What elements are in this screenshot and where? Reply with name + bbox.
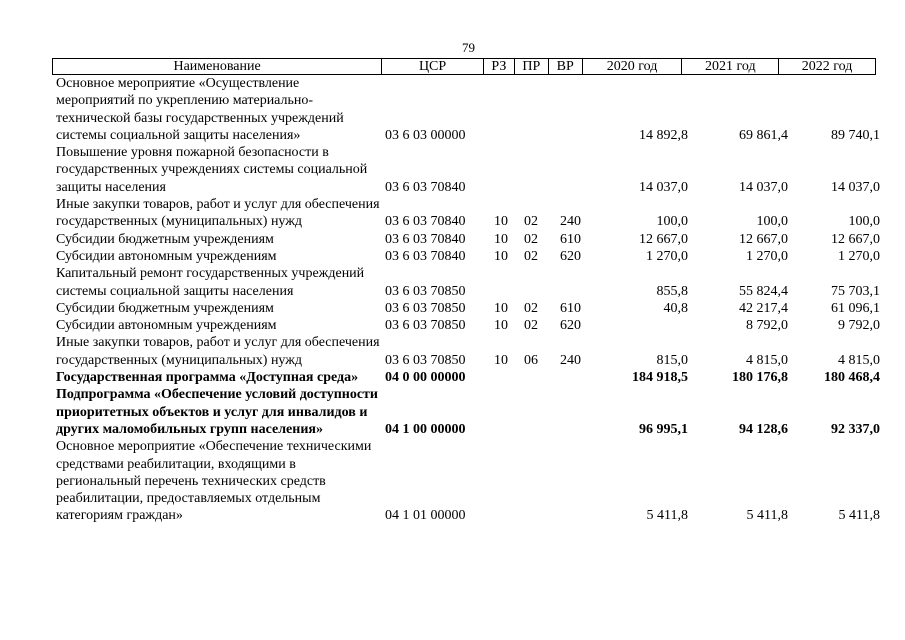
row-2021: 1 270,0	[746, 248, 788, 264]
row-name: Основное мероприятие «Осуществление мероприятий по укреплению материально-технической базы государственных учреждений системы социальной защиты населения»	[56, 76, 344, 143]
row-2022: 92 337,0	[831, 421, 880, 437]
row-2022: 1 270,0	[838, 248, 880, 264]
row-2022: 180 468,4	[824, 370, 880, 386]
table-row	[52, 265, 892, 300]
row-vr: 610	[560, 300, 581, 316]
row-2020: 5 411,8	[646, 508, 688, 524]
row-csr: 03 6 03 70840	[385, 214, 466, 230]
row-name: Капитальный ремонт государственных учреждений системы социальной защиты населения	[56, 266, 365, 299]
row-csr: 03 6 03 70850	[385, 318, 466, 334]
header-pr: ПР	[515, 59, 549, 74]
row-vr: 620	[560, 248, 581, 264]
row-2022: 75 703,1	[831, 283, 880, 299]
header-2020: 2020 год	[583, 59, 683, 74]
header-2021: 2021 год	[682, 59, 779, 74]
row-pr: 02	[524, 231, 538, 247]
row-vr: 240	[560, 352, 581, 368]
table-body	[52, 75, 892, 525]
row-2020: 815,0	[656, 352, 688, 368]
table-row	[52, 438, 892, 524]
table-row	[52, 334, 892, 369]
row-name: Субсидии бюджетным учреждениям	[56, 231, 274, 247]
row-2022: 4 815,0	[838, 352, 880, 368]
row-2020: 12 667,0	[639, 231, 688, 247]
row-2022: 100,0	[848, 214, 880, 230]
row-2022: 5 411,8	[838, 508, 880, 524]
row-csr: 03 6 03 70840	[385, 179, 466, 195]
row-csr: 04 0 00 00000	[385, 370, 466, 386]
header-vr: ВР	[549, 59, 583, 74]
table-row	[52, 300, 892, 317]
row-csr: 03 6 03 00000	[385, 127, 466, 143]
row-rz: 10	[494, 318, 508, 334]
header-rz: РЗ	[484, 59, 515, 74]
row-2020: 184 918,5	[632, 370, 688, 386]
table-row	[52, 248, 892, 265]
row-pr: 02	[524, 318, 538, 334]
row-2020: 40,8	[663, 300, 688, 316]
row-csr: 03 6 03 70840	[385, 248, 466, 264]
row-rz: 10	[494, 300, 508, 316]
row-pr: 06	[524, 352, 538, 368]
row-name: Государственная программа «Доступная среда»	[56, 370, 359, 386]
row-csr: 03 6 03 70850	[385, 283, 466, 299]
table-row	[52, 231, 892, 248]
header-2022: 2022 год	[801, 59, 853, 74]
row-rz: 10	[494, 231, 508, 247]
row-name: Основное мероприятие «Обеспечение техническими средствами реабилитации, входящими в региональный перечень технических средств реабилитации, предоставляемых отдельным категориям граждан»	[56, 439, 372, 524]
row-2020: 855,8	[656, 283, 688, 299]
row-rz: 10	[494, 248, 508, 264]
row-pr: 02	[524, 214, 538, 230]
row-csr: 04 1 00 00000	[385, 421, 466, 437]
row-pr: 02	[524, 248, 538, 264]
row-2022: 89 740,1	[831, 127, 880, 143]
row-2021: 94 128,6	[739, 421, 788, 437]
row-2020: 100,0	[656, 214, 688, 230]
header-csr: ЦСР	[382, 59, 484, 74]
row-name: Подпрограмма «Обеспечение условий доступности приоритетных объектов и услуг для инвалидов и других маломобильных групп населения»	[56, 387, 378, 437]
table-header	[52, 58, 876, 75]
row-2021: 5 411,8	[746, 508, 788, 524]
row-2020: 14 892,8	[639, 127, 688, 143]
row-2022: 61 096,1	[831, 300, 880, 316]
row-2021: 55 824,4	[739, 283, 788, 299]
row-name: Повышение уровня пожарной безопасности в государственных учреждениях системы социальной защиты населения	[56, 145, 368, 195]
table-row	[52, 317, 892, 334]
row-csr: 03 6 03 70850	[385, 300, 466, 316]
row-2021: 8 792,0	[746, 318, 788, 334]
row-2021: 4 815,0	[746, 352, 788, 368]
row-2022: 12 667,0	[831, 231, 880, 247]
row-2021: 69 861,4	[739, 127, 788, 143]
row-2021: 100,0	[756, 214, 788, 230]
row-name: Иные закупки товаров, работ и услуг для обеспечения государственных (муниципальных) нужд	[56, 197, 380, 230]
row-2022: 9 792,0	[838, 318, 880, 334]
row-2021: 42 217,4	[739, 300, 788, 316]
row-2021: 12 667,0	[739, 231, 788, 247]
row-2021: 180 176,8	[732, 370, 788, 386]
row-vr: 620	[560, 318, 581, 334]
row-2020: 14 037,0	[639, 179, 688, 195]
row-name: Иные закупки товаров, работ и услуг для обеспечения государственных (муниципальных) нужд	[56, 335, 380, 368]
table-row	[52, 196, 892, 231]
row-2022: 14 037,0	[831, 179, 880, 195]
row-2020: 96 995,1	[639, 421, 688, 437]
page-number: 79	[462, 40, 475, 55]
row-2020: 1 270,0	[646, 248, 688, 264]
row-csr: 03 6 03 70850	[385, 352, 466, 368]
table-row	[52, 369, 892, 386]
row-name: Субсидии бюджетным учреждениям	[56, 300, 274, 316]
row-name: Субсидии автономным учреждениям	[56, 248, 277, 264]
row-rz: 10	[494, 352, 508, 368]
row-csr: 04 1 01 00000	[385, 508, 466, 524]
row-vr: 240	[560, 214, 581, 230]
row-rz: 10	[494, 214, 508, 230]
row-pr: 02	[524, 300, 538, 316]
header-name: Наименование	[53, 59, 382, 74]
table-row	[52, 75, 892, 144]
row-name: Субсидии автономным учреждениям	[56, 318, 277, 334]
table-row	[52, 144, 892, 196]
row-csr: 03 6 03 70840	[385, 231, 466, 247]
table-row	[52, 386, 892, 438]
row-2021: 14 037,0	[739, 179, 788, 195]
row-vr: 610	[560, 231, 581, 247]
